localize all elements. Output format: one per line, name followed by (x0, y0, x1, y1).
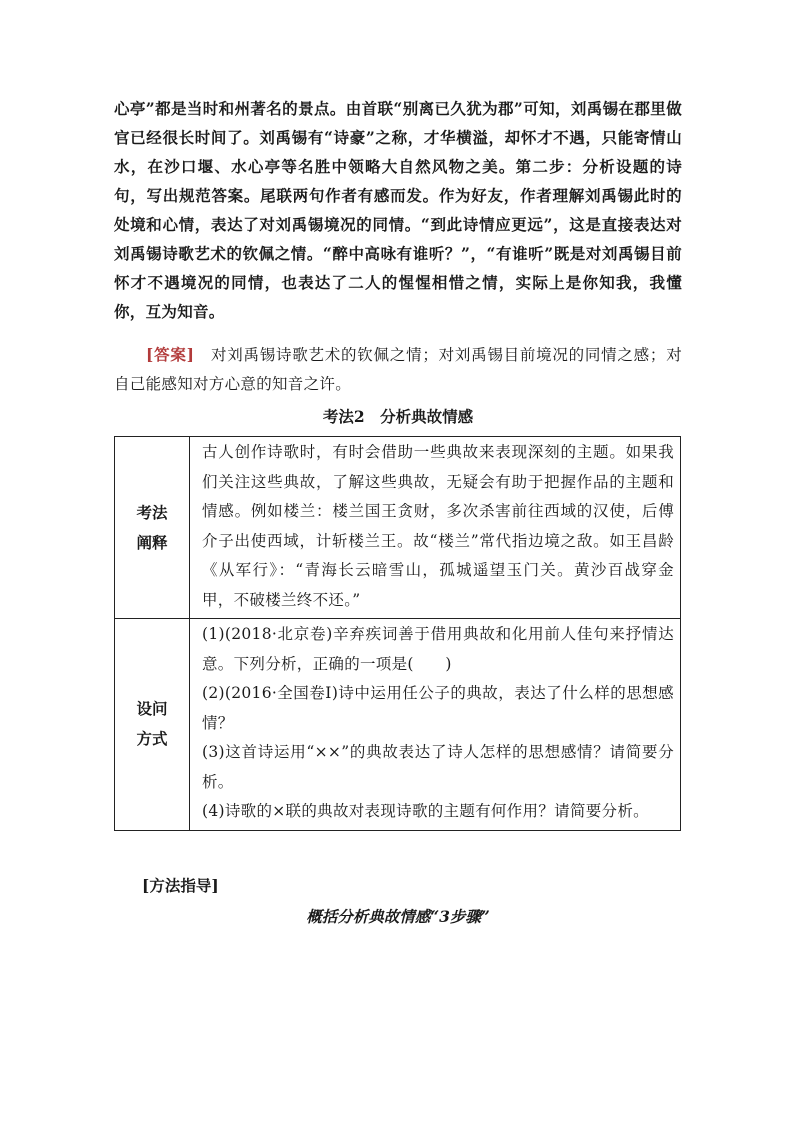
table-row-question-forms (115, 619, 681, 831)
list-item: (2)(2016·全国卷Ⅰ)诗中运用任公子的典故，表达了什么样的思想感情？ (202, 684, 674, 732)
method-table (114, 436, 681, 831)
analysis-paragraph: 心亭”都是当时和州著名的景点。由首联“别离已久犹为郡”可知，刘禹锡在郡里做官已经很长时间了。刘禹锡有“诗豪”之称，才华横溢，却怀才不遇，只能寄情山水，在沙口堰、水心亭等名胜中领略大自然风物之美。第二步：分析设题的诗句，写出规范答案。尾联两句作者有感而发。作为好友，作者理解刘禹锡此时的处境和心情，表达了对刘禹锡境况的同情。“到此诗情应更远”，这是直接表达对刘禹锡诗歌艺术的钦佩之情。“醉中高咏有谁听？”，“有谁听”既是对刘禹锡目前怀才不遇境况的同情，也表达了二人的惺惺相惜之情，实际上是你知我，我懂你，互为知音。 (114, 99, 682, 321)
table-row-explanation (115, 437, 681, 619)
row-label-question-forms (115, 619, 190, 831)
label-line: 考法 (136, 502, 168, 522)
explanation-text (190, 437, 681, 619)
label-line: 设问 (136, 699, 168, 719)
row-label-explanation (115, 437, 190, 619)
method-guide-heading: [方法指导] (142, 876, 219, 895)
list-item: (3)这首诗运用“××”的典故表达了诗人怎样的思想感情？请简要分析。 (202, 743, 674, 791)
answer-tag: [答案] (146, 345, 195, 364)
list-item: (4)诗歌的×联的典故对表现诗歌的主题有何作用？请简要分析。 (202, 802, 649, 820)
explanation-content: 古人创作诗歌时，有时会借助一些典故来表现深刻的主题。如果我们关注这些典故，了解这些典故，无疑会有助于把握作品的主题和情感。例如楼兰：楼兰国王贪财，多次杀害前往西域的汉使，后傅介子出使西域，计斩楼兰王。故“楼兰”常代指边境之敌。如王昌龄《从军行》：“青海长云暗雪山，孤城遥望玉门关。黄沙百战穿金甲，不破楼兰终不还。” (202, 443, 674, 609)
steps-title: 概括分析典故情感“3步骤” (306, 907, 490, 926)
answer-paragraph (114, 340, 682, 399)
list-item: (1)(2018·北京卷)辛弃疾词善于借用典故和化用前人佳句来抒情达意。下列分析，正确的一项是( ) (202, 625, 674, 673)
label-line: 方式 (136, 729, 168, 749)
label-line: 阐释 (136, 532, 168, 552)
section-title: 考法2 分析典故情感 (322, 407, 474, 426)
question-forms-list (190, 619, 681, 831)
answer-text: 对刘禹锡诗歌艺术的钦佩之情；对刘禹锡目前境况的同情之感；对自己能感知对方心意的知音之许。 (114, 346, 682, 393)
